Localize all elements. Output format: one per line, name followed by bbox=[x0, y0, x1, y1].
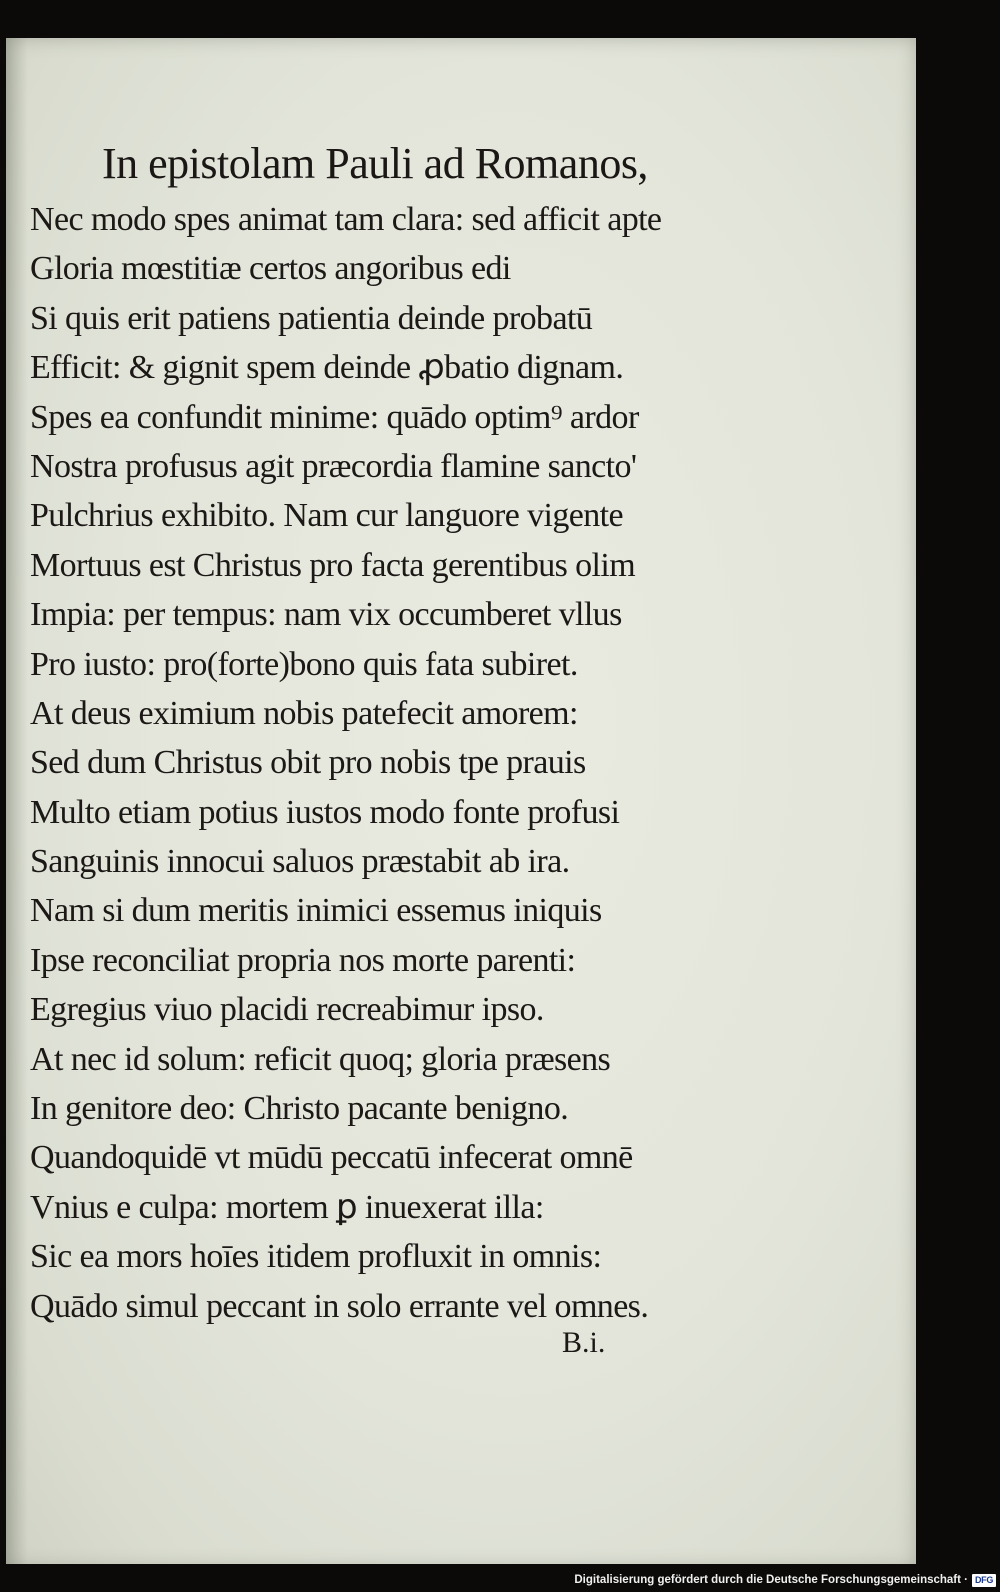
verse-line: In genitore deo: Christo pacante benigno. bbox=[30, 1090, 569, 1128]
verse-line: Multo etiam potius iustos modo fonte profusi bbox=[30, 793, 620, 831]
verse-line: At nec id solum: reficit quoq; gloria præsens bbox=[30, 1040, 611, 1078]
footer-bar bbox=[0, 1564, 1000, 1592]
verse-line: Sanguinis innocui saluos præstabit ab ira. bbox=[30, 843, 570, 881]
verse-line: Efficit: & gignit spem deinde ꝓbatio dignam. bbox=[30, 349, 624, 387]
verse-line: At deus eximium nobis patefecit amorem: bbox=[30, 694, 578, 732]
signature-mark: B.i. bbox=[562, 1326, 606, 1359]
verse-line: Pro iusto: pro(forte)bono quis fata subiret. bbox=[30, 645, 578, 683]
verse-line: Quandoquidē vt mūdū peccatū infecerat omnē bbox=[30, 1139, 633, 1177]
verse-line: Egregius viuo placidi recreabimur ipso. bbox=[30, 991, 544, 1029]
verse-line: Vnius e culpa: mortem ꝑ inuexerat illa: bbox=[30, 1188, 544, 1226]
verse-line: Sed dum Christus obit pro nobis tpe prauis bbox=[30, 744, 586, 782]
dfg-logo-icon: DFG bbox=[972, 1574, 996, 1587]
verse-line: Ipse reconciliat propria nos morte parenti: bbox=[30, 941, 576, 979]
gutter-shadow bbox=[6, 38, 28, 1568]
verse-line: Nec modo spes animat tam clara: sed afficit apte bbox=[30, 201, 662, 238]
verse-line: Nam si dum meritis inimici essemus iniquis bbox=[30, 892, 602, 930]
verse-list bbox=[30, 195, 661, 1331]
verse-line: Sic ea mors hoīes itidem profluxit in omnis: bbox=[30, 1238, 602, 1276]
verse-line: Nostra profusus agit præcordia flamine sancto' bbox=[30, 447, 637, 485]
verse-line: Mortuus est Christus pro facta gerentibus olim bbox=[30, 546, 636, 584]
verse-line: Si quis erit patiens patientia deinde probatū bbox=[30, 299, 593, 337]
verse-line: Pulchrius exhibito. Nam cur languore vigente bbox=[30, 497, 624, 535]
page-heading: In epistolam Pauli ad Romanos, bbox=[102, 139, 648, 188]
footer-credit: Digitalisierung gefördert durch die Deutsche Forschungsgemeinschaft · bbox=[574, 1574, 968, 1586]
verse-line: Impia: per tempus: nam vix occumberet vllus bbox=[30, 596, 622, 634]
verse-line: Quādo simul peccant in solo errante vel omnes. bbox=[30, 1287, 649, 1325]
verse-line: Spes ea confundit minime: quādo optim⁹ ardor bbox=[30, 398, 639, 436]
verse-line: Gloria mœstitiæ certos angoribus edi bbox=[30, 250, 511, 288]
